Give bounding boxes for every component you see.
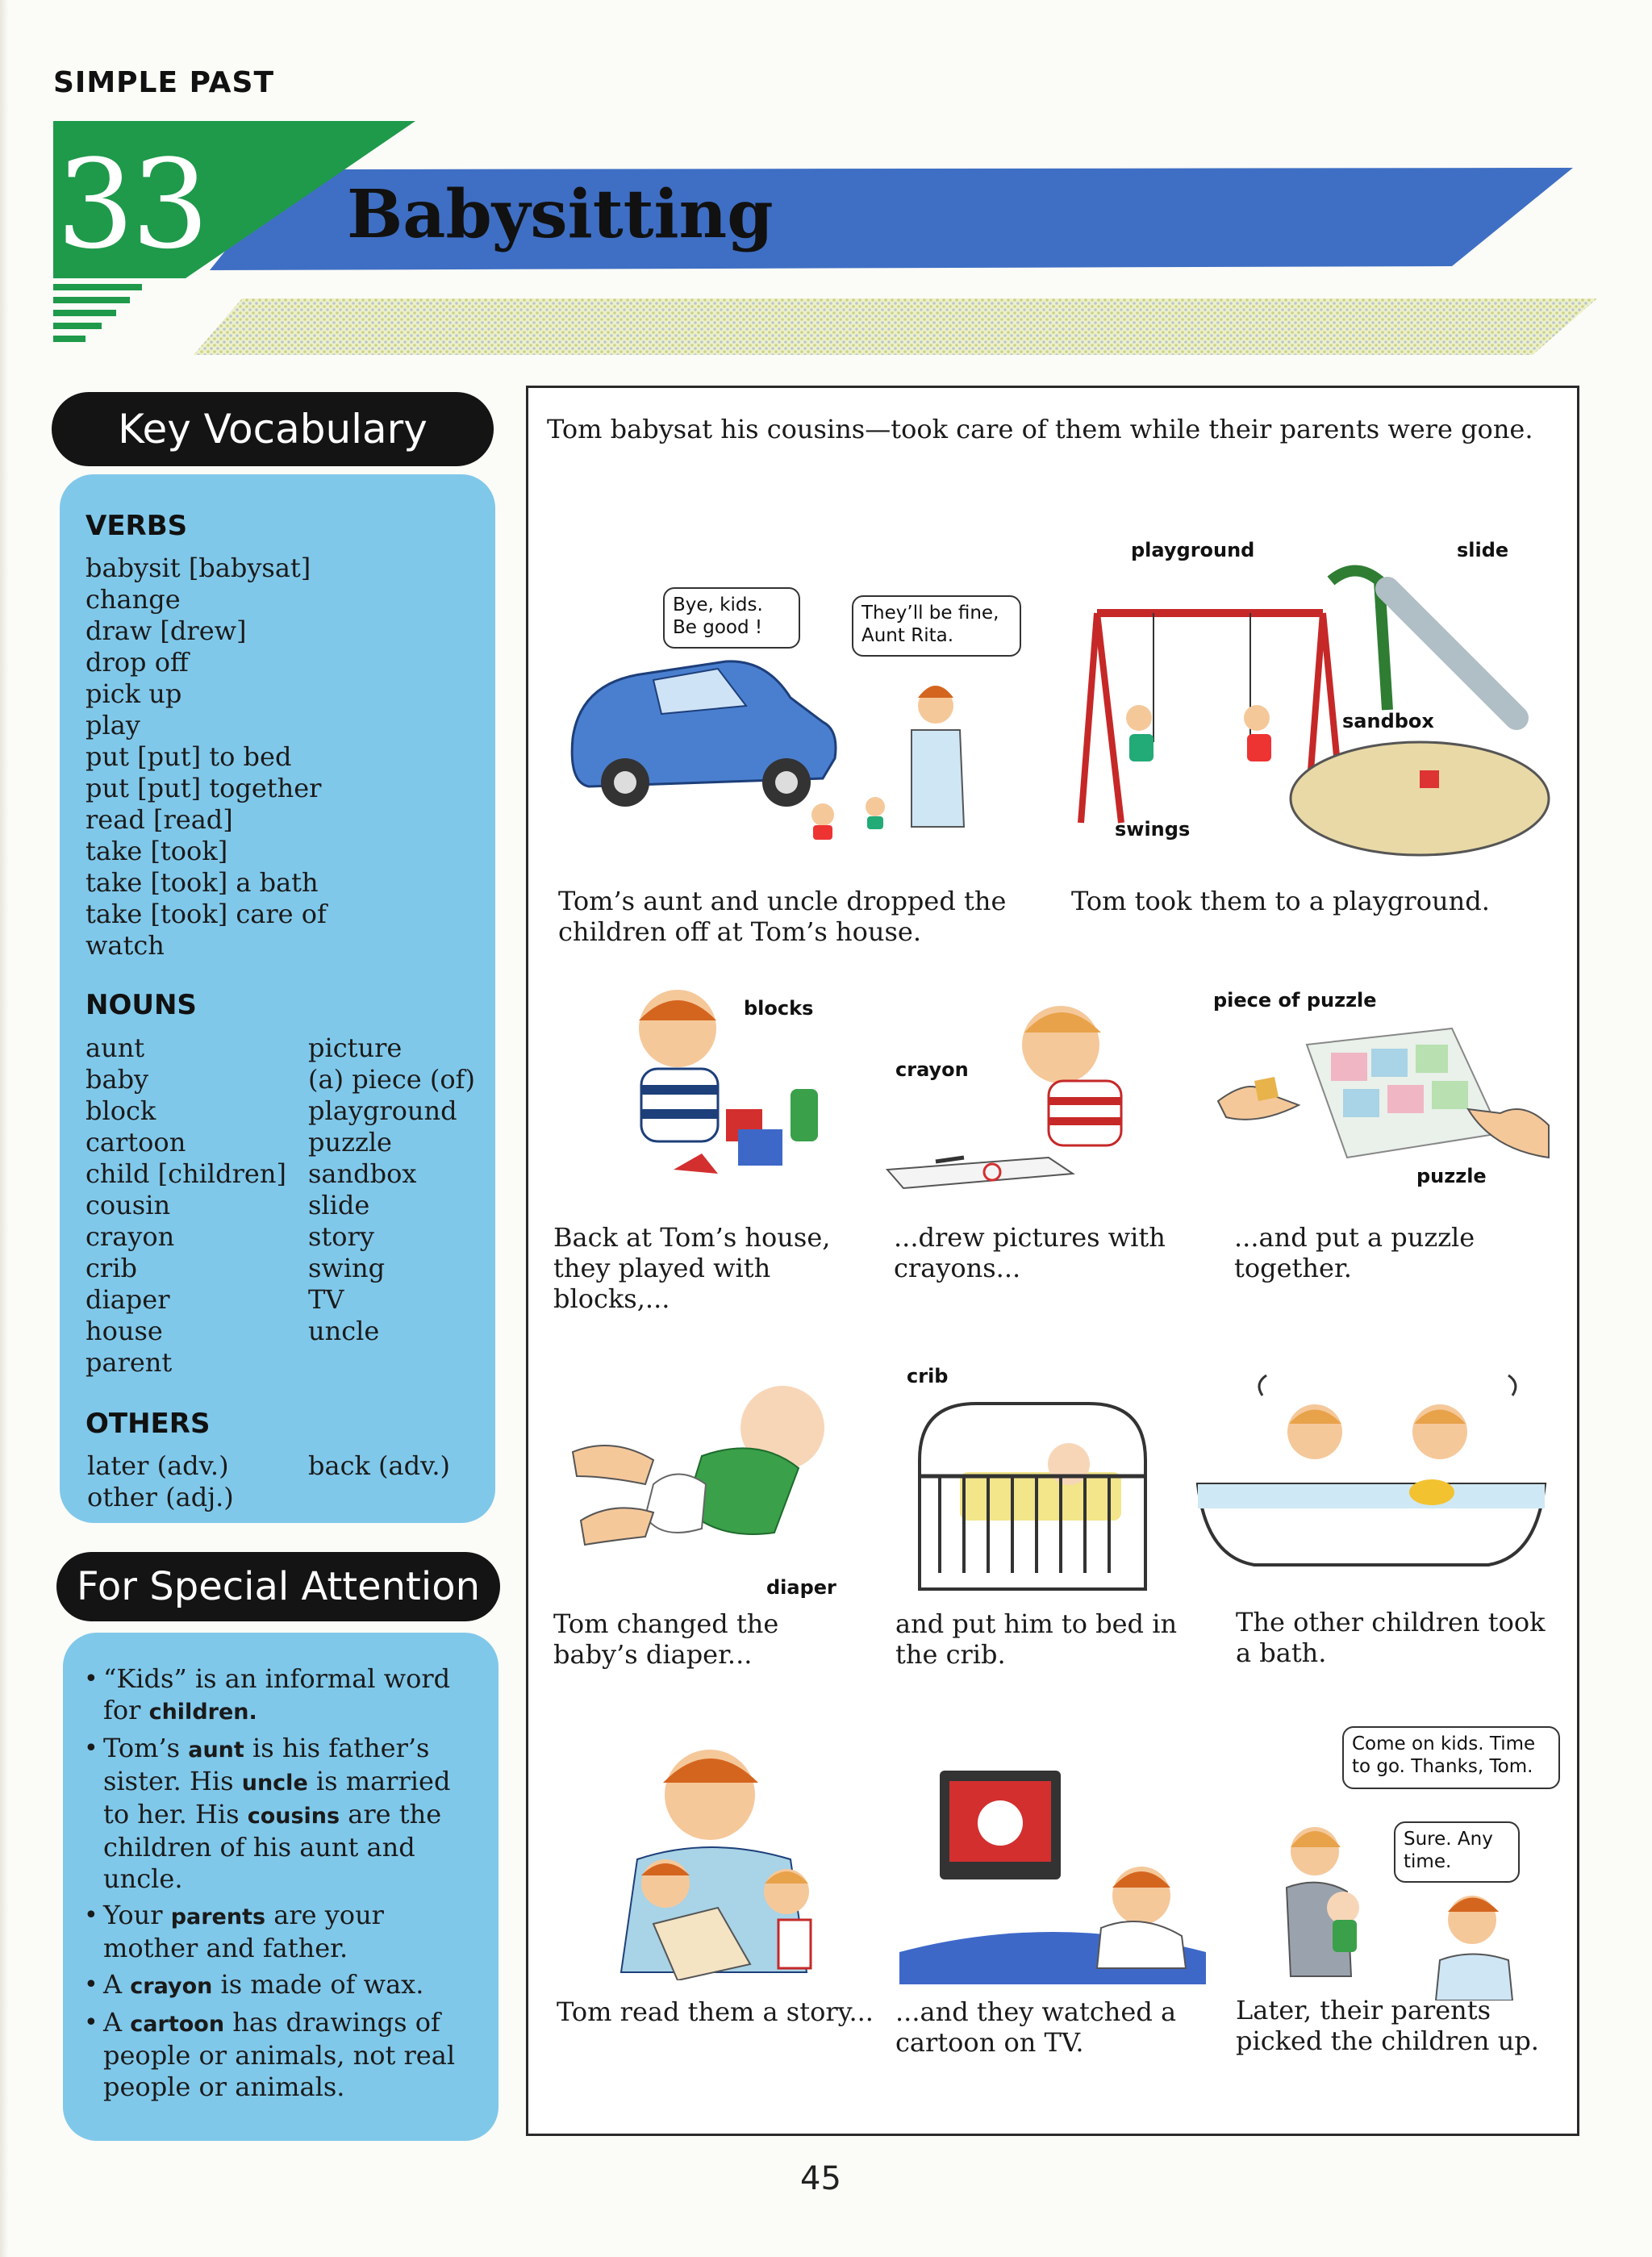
panel-caption: Tom changed the baby’s diaper... bbox=[553, 1608, 779, 1670]
noun-item: child [children] bbox=[86, 1158, 286, 1189]
nouns-heading: NOUNS bbox=[86, 989, 197, 1021]
illustration-tv-cartoon bbox=[899, 1767, 1206, 1984]
others-list-right bbox=[308, 1450, 494, 1482]
noun-item: uncle bbox=[308, 1316, 380, 1346]
noun-item: crib bbox=[86, 1253, 137, 1283]
illustration-bath bbox=[1182, 1371, 1561, 1589]
label-crayon: crayon bbox=[895, 1058, 969, 1081]
verb-item: draw [drew] bbox=[86, 615, 247, 646]
others-heading: OTHERS bbox=[86, 1408, 211, 1440]
panel-caption: Later, their parents picked the children up. bbox=[1236, 1995, 1539, 2056]
speech-bubble bbox=[1342, 1726, 1560, 1789]
illustration-puzzle bbox=[1210, 1012, 1557, 1198]
other-item: later (adv.) bbox=[87, 1450, 229, 1481]
label-blocks: blocks bbox=[744, 997, 814, 1020]
noun-item: picture bbox=[308, 1033, 403, 1063]
noun-item: block bbox=[86, 1095, 156, 1126]
verb-item: babysit [babysat] bbox=[86, 553, 311, 583]
panel-caption: Tom read them a story... bbox=[557, 1996, 874, 2027]
nouns-list-left bbox=[86, 1033, 303, 1379]
panel-caption: Tom took them to a playground. bbox=[1071, 886, 1490, 916]
unit-number: 33 bbox=[56, 133, 206, 276]
illustration-crayon bbox=[871, 988, 1162, 1194]
illustration-blocks bbox=[597, 980, 855, 1186]
verb-item: play bbox=[86, 710, 140, 741]
note-item: • A cartoon has drawings of people or animals, not real people or animals. bbox=[81, 2007, 484, 2103]
noun-item: sandbox bbox=[308, 1158, 417, 1189]
noun-item: slide bbox=[308, 1190, 370, 1220]
speech-bubble-text: Sure. Any time. bbox=[1404, 1829, 1493, 1872]
speech-bubble-text: Come on kids. Time to go. Thanks, Tom. bbox=[1352, 1733, 1536, 1777]
noun-item: swing bbox=[308, 1253, 386, 1283]
verb-item: drop off bbox=[86, 647, 189, 678]
header-banner bbox=[0, 105, 1652, 363]
noun-item: cousin bbox=[86, 1190, 171, 1220]
special-attention-heading: For Special Attention bbox=[56, 1552, 500, 1621]
noun-item: TV bbox=[308, 1284, 344, 1315]
illustration-crib bbox=[903, 1387, 1162, 1605]
noun-item: house bbox=[86, 1316, 163, 1346]
panel-caption: The other children took a bath. bbox=[1236, 1607, 1546, 1668]
noun-item: crayon bbox=[86, 1221, 175, 1252]
label-diaper: diaper bbox=[766, 1576, 836, 1599]
verb-item: take [took] a bath bbox=[86, 867, 319, 898]
speech-bubble-text: Bye, kids. Be good ! bbox=[673, 594, 763, 638]
speech-bubble bbox=[1394, 1821, 1520, 1883]
verb-item: take [took] bbox=[86, 836, 228, 866]
panel-caption: Back at Tom’s house, they played with blocks,... bbox=[553, 1222, 831, 1314]
note-item: • Your parents are your mother and father. bbox=[81, 1900, 484, 1964]
verb-item: pick up bbox=[86, 678, 182, 709]
panel-caption: ...and put a puzzle together. bbox=[1234, 1222, 1475, 1283]
verb-item: put [put] to bed bbox=[86, 741, 292, 772]
illustration-diaper bbox=[565, 1379, 871, 1589]
note-item: • A crayon is made of wax. bbox=[81, 1969, 484, 2002]
panel-caption: and put him to bed in the crib. bbox=[895, 1608, 1178, 1670]
special-attention-list bbox=[81, 1663, 484, 2108]
section-label: SIMPLE PAST bbox=[53, 66, 275, 99]
page-number: 45 bbox=[800, 2160, 841, 2197]
verbs-list bbox=[86, 553, 473, 962]
note-item: • Tom’s aunt is his father’s sister. His uncle is married to her. His cousins are the children of his aunt and uncle. bbox=[81, 1733, 484, 1895]
unit-title: Babysitting bbox=[347, 176, 774, 253]
speech-bubble bbox=[852, 595, 1021, 657]
noun-item: diaper bbox=[86, 1284, 170, 1315]
story-intro: Tom babysat his cousins—took care of them while their parents were gone. bbox=[547, 414, 1533, 444]
other-item: other (adj.) bbox=[87, 1482, 234, 1512]
panel-caption: ...drew pictures with crayons... bbox=[894, 1222, 1166, 1283]
label-puzzle: puzzle bbox=[1416, 1165, 1487, 1187]
other-item: back (adv.) bbox=[308, 1450, 451, 1481]
dotted-band bbox=[194, 298, 1597, 355]
label-slide: slide bbox=[1457, 539, 1509, 561]
verb-item: take [took] care of bbox=[86, 899, 327, 929]
speech-bubble bbox=[663, 587, 800, 649]
noun-item: parent bbox=[86, 1347, 173, 1378]
noun-item: (a) piece (of) bbox=[308, 1064, 475, 1095]
label-swings: swings bbox=[1115, 818, 1191, 841]
noun-item: playground bbox=[308, 1095, 457, 1126]
label-piece-of-puzzle: piece of puzzle bbox=[1213, 989, 1377, 1012]
noun-item: baby bbox=[86, 1064, 149, 1095]
verb-item: change bbox=[86, 584, 181, 615]
verb-item: watch bbox=[86, 930, 165, 961]
speech-bubble-text: They’ll be fine, Aunt Rita. bbox=[861, 603, 999, 646]
verbs-heading: VERBS bbox=[86, 510, 188, 542]
noun-item: cartoon bbox=[86, 1127, 186, 1158]
nouns-list-right bbox=[308, 1033, 494, 1347]
noun-item: aunt bbox=[86, 1033, 145, 1063]
noun-item: puzzle bbox=[308, 1127, 392, 1158]
noun-item: story bbox=[308, 1221, 374, 1252]
key-vocabulary-heading: Key Vocabulary bbox=[52, 392, 494, 466]
illustration-read-story bbox=[589, 1738, 847, 1980]
verb-item: read [read] bbox=[86, 804, 233, 835]
others-list-left bbox=[87, 1450, 305, 1513]
label-sandbox: sandbox bbox=[1342, 710, 1434, 732]
label-playground: playground bbox=[1131, 539, 1255, 561]
panel-caption: ...and they watched a cartoon on TV. bbox=[895, 1996, 1177, 2058]
note-item: • “Kids” is an informal word for children. bbox=[81, 1663, 484, 1728]
label-crib: crib bbox=[907, 1365, 949, 1387]
verb-item: put [put] together bbox=[86, 773, 322, 803]
panel-caption: Tom’s aunt and uncle dropped the children off at Tom’s house. bbox=[558, 886, 1007, 947]
